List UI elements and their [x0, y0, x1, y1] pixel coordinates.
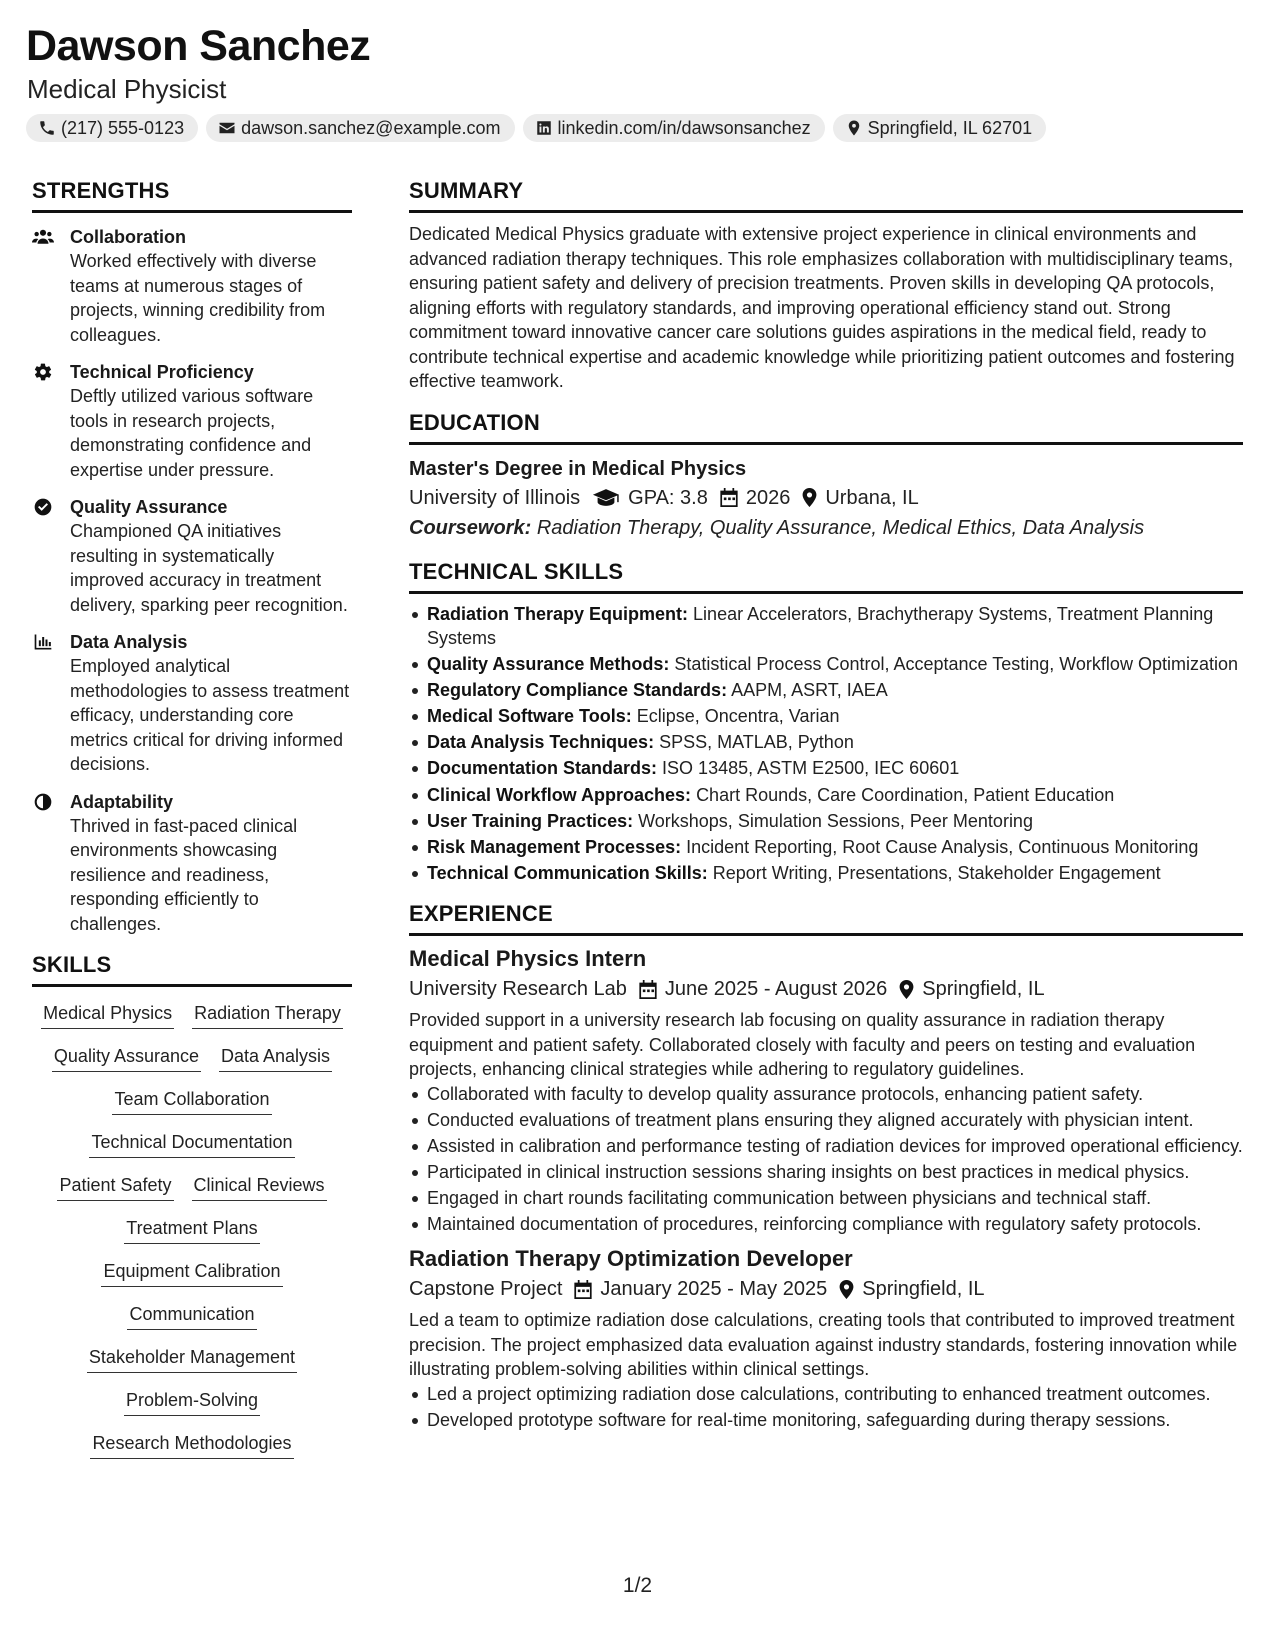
tech-skill-label: Data Analysis Techniques: [427, 732, 655, 753]
right-column [409, 178, 1243, 1434]
job-bullet: Developed prototype software for real-time monitoring, safeguarding during therapy sessions. [409, 1408, 1243, 1433]
job-description: Led a team to optimize radiation dose calculations, creating tools that contributed to improved treatment precision. The project emphasized data evaluation against industry standards, fostering innovation while illustrating problem-solving abilities within clinical settings. [409, 1310, 1238, 1380]
phone-icon [38, 119, 56, 137]
degree-title: Master's Degree in Medical Physics [409, 457, 747, 480]
tech-skill-item [409, 835, 1243, 860]
job-dates: June 2025 - August 2026 [664, 978, 888, 1001]
strength-desc: Deftly utilized various software tools in research projects, demonstrating confidence and expertise under pressure. [70, 386, 314, 480]
map-pin-icon [839, 1280, 854, 1299]
calendar-icon [720, 488, 738, 507]
job-location: Springfield, IL [922, 978, 1045, 1001]
strength-item [32, 630, 352, 777]
job-bullet: Participated in clinical instruction sessions sharing insights on best practices in medical physics. [409, 1160, 1243, 1185]
tech-skill-label: Radiation Therapy Equipment: [427, 603, 689, 624]
technical-skills-list [409, 602, 1243, 886]
envelope-icon [218, 119, 236, 137]
skill-tag: Patient Safety [57, 1173, 173, 1201]
check-circle-icon [32, 495, 70, 617]
skills-list [32, 1001, 352, 1459]
graduation-cap-icon [592, 488, 620, 507]
tech-skill-item [409, 861, 1243, 886]
job-bullets [409, 1382, 1243, 1433]
tech-skill-value: Linear Accelerators, Brachytherapy Systems, Treatment Planning Systems [427, 603, 1214, 648]
strengths-list [32, 225, 352, 936]
strength-desc: Worked effectively with diverse teams at numerous stages of projects, winning credibility from colleagues. [70, 251, 326, 345]
experience-heading: EXPERIENCE [409, 901, 1243, 936]
candidate-role: Medical Physicist [27, 74, 227, 104]
job-dates: January 2025 - May 2025 [600, 1278, 828, 1301]
linkedin-icon [535, 119, 553, 137]
job-title: Radiation Therapy Optimization Developer [409, 1246, 853, 1272]
map-pin-icon [845, 119, 863, 137]
tech-skill-label: Regulatory Compliance Standards: [427, 680, 728, 701]
tech-skill-item [409, 678, 1243, 703]
job-bullet: Maintained documentation of procedures, reinforcing compliance with regulatory safety protocols. [409, 1212, 1243, 1237]
skill-tag: Stakeholder Management [87, 1345, 297, 1373]
strength-title: Data Analysis [70, 632, 188, 652]
job-bullet: Engaged in chart rounds facilitating communication between physicians and technical staff. [409, 1186, 1243, 1211]
tech-skill-label: Technical Communication Skills: [427, 862, 708, 883]
tech-skill-item [409, 809, 1243, 834]
strength-item [32, 225, 352, 347]
strength-title: Adaptability [70, 791, 174, 812]
strength-title: Quality Assurance [70, 497, 228, 517]
tech-skill-value: Workshops, Simulation Sessions, Peer Mentoring [638, 810, 1033, 831]
job-title: Medical Physics Intern [409, 946, 647, 972]
coursework-text: Radiation Therapy, Quality Assurance, Medical Ethics, Data Analysis [536, 516, 1145, 539]
gear-icon [32, 360, 70, 482]
tech-skill-item [409, 652, 1243, 677]
school-name: University of Illinois [409, 486, 581, 509]
job-bullet: Led a project optimizing radiation dose calculations, contributing to enhanced treatment outcomes. [409, 1382, 1243, 1407]
map-pin-icon [802, 488, 817, 507]
tech-skill-label: Medical Software Tools: [427, 706, 632, 727]
job-bullet: Collaborated with faculty to develop quality assurance protocols, enhancing patient safety. [409, 1082, 1243, 1107]
skill-tag: Treatment Plans [124, 1216, 259, 1244]
job-bullet: Assisted in calibration and performance testing of radiation devices for improved operational efficiency. [409, 1134, 1243, 1159]
tech-skill-value: Chart Rounds, Care Coordination, Patient Education [696, 784, 1115, 805]
candidate-name: Dawson Sanchez [26, 22, 371, 70]
coursework-line [409, 513, 1243, 543]
skill-tag: Medical Physics [41, 1001, 174, 1029]
tech-skill-item [409, 704, 1243, 729]
technical-skills-heading: TECHNICAL SKILLS [409, 559, 1243, 594]
bar-chart-icon [32, 630, 70, 777]
contact-email-text: dawson.sanchez@example.com [241, 117, 501, 138]
calendar-icon [574, 1280, 592, 1299]
strength-title: Technical Proficiency [70, 362, 254, 382]
skill-tag: Radiation Therapy [192, 1001, 343, 1029]
strength-item [32, 495, 352, 617]
strength-item [32, 360, 352, 482]
tech-skill-label: Clinical Workflow Approaches: [427, 784, 692, 805]
tech-skill-value: ISO 13485, ASTM E2500, IEC 60601 [662, 758, 960, 779]
job-location: Springfield, IL [862, 1278, 985, 1301]
contact-location-text: Springfield, IL 62701 [867, 117, 1033, 138]
education-heading: EDUCATION [409, 410, 1243, 445]
tech-skill-value: Statistical Process Control, Acceptance Testing, Workflow Optimization [674, 654, 1238, 675]
strength-item [32, 790, 352, 937]
job-meta [409, 1274, 1243, 1304]
skill-tag: Clinical Reviews [192, 1173, 327, 1201]
gpa-text: GPA: 3.8 [628, 486, 708, 509]
tech-skill-value: Incident Reporting, Root Cause Analysis, Continuous Monitoring [686, 836, 1199, 857]
page-number: 1/2 [622, 1574, 653, 1597]
skill-tag: Data Analysis [219, 1044, 332, 1072]
skill-tag: Team Collaboration [112, 1087, 271, 1115]
tech-skill-item [409, 730, 1243, 755]
contact-bar [26, 114, 1046, 142]
tech-skill-label: User Training Practices: [427, 810, 634, 831]
skill-tag: Quality Assurance [52, 1044, 201, 1072]
job-description: Provided support in a university research lab focusing on quality assurance in radiation therapy equipment and patient safety. Collaborated closely with faculty and peers on testing and evaluation projects, enhancing clinical strategies while adhering to regulatory guidelines. [409, 1010, 1196, 1080]
skills-section [32, 952, 352, 1459]
tech-skill-value: AAPM, ASRT, IAEA [731, 680, 888, 701]
education-meta [409, 483, 1243, 513]
half-circle-icon [32, 790, 70, 937]
grad-year: 2026 [745, 486, 791, 509]
contact-phone[interactable] [26, 114, 198, 142]
job-meta [409, 974, 1243, 1004]
contact-email[interactable] [206, 114, 514, 142]
users-icon [32, 225, 70, 347]
left-column [32, 178, 352, 1459]
tech-skill-item [409, 602, 1243, 651]
contact-linkedin[interactable] [523, 114, 825, 142]
contact-phone-text: (217) 555-0123 [61, 117, 185, 138]
tech-skill-value: SPSS, MATLAB, Python [659, 732, 854, 753]
job-org: Capstone Project [409, 1278, 563, 1301]
tech-skill-value: Eclipse, Oncentra, Varian [636, 706, 840, 727]
tech-skill-item [409, 783, 1243, 808]
skill-tag: Research Methodologies [90, 1431, 293, 1459]
skill-tag: Equipment Calibration [101, 1259, 282, 1287]
tech-skill-label: Quality Assurance Methods: [427, 654, 670, 675]
calendar-icon [639, 980, 657, 999]
strength-desc: Employed analytical methodologies to assess treatment efficacy, understanding core metrics critical for driving informed decisions. [70, 656, 350, 774]
map-pin-icon [899, 980, 914, 999]
job-org: University Research Lab [409, 978, 627, 1001]
strength-desc: Thrived in fast-paced clinical environments showcasing resilience and readiness, responding efficiently to challenges. [70, 815, 298, 934]
contact-location [833, 114, 1046, 142]
skill-tag: Problem-Solving [124, 1388, 260, 1416]
tech-skill-label: Risk Management Processes: [427, 836, 682, 857]
strength-desc: Championed QA initiatives resulting in systematically improved accuracy in treatment delivery, sparking peer recognition. [70, 521, 348, 615]
summary-text: Dedicated Medical Physics graduate with extensive project experience in clinical environments and advanced radiation therapy techniques. This role emphasizes collaboration with multidisciplinary teams, ensuring patient safety and delivery of precision treatments. Proven skills in developing QA protocols, aligning efforts with regulatory standards, and improving operational efficiency stand out. Strong commitment toward innovative cancer care solutions guides aspirations in the medical field, ready to contribute technical expertise and academic knowledge while prioritizing patient outcomes and fostering effective teamwork. [409, 224, 1235, 391]
tech-skill-label: Documentation Standards: [427, 758, 658, 779]
tech-skill-item [409, 756, 1243, 781]
strengths-heading: STRENGTHS [32, 178, 352, 213]
skill-tag: Technical Documentation [89, 1130, 294, 1158]
job-bullets [409, 1082, 1243, 1237]
summary-heading: SUMMARY [409, 178, 1243, 213]
tech-skill-value: Report Writing, Presentations, Stakeholder Engagement [712, 862, 1161, 883]
skills-heading: SKILLS [32, 952, 352, 987]
coursework-label: Coursework: [409, 516, 532, 539]
school-location: Urbana, IL [825, 486, 919, 509]
strength-title: Collaboration [70, 227, 186, 247]
skill-tag: Communication [127, 1302, 256, 1330]
contact-linkedin-text: linkedin.com/in/dawsonsanchez [557, 117, 811, 138]
job-bullet: Conducted evaluations of treatment plans ensuring they aligned accurately with physician intent. [409, 1108, 1243, 1133]
